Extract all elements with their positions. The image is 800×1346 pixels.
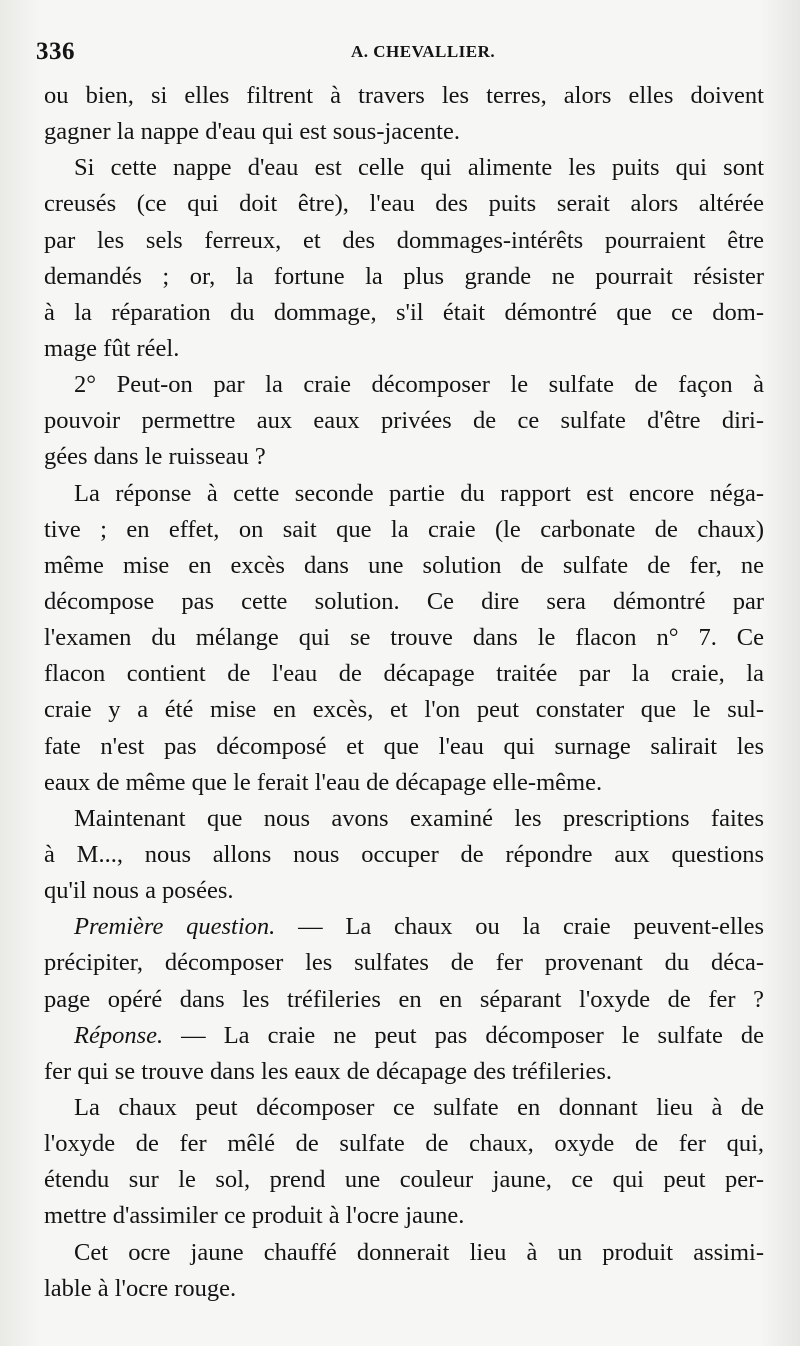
running-head: A. CHEVALLIER. [351, 42, 496, 61]
text-line: même mise en excès dans une solution de sulfate de fer, ne [44, 551, 764, 579]
text-line: demandés ; or, la fortune la plus grande ne pourrait résister [44, 262, 764, 290]
line-text: — La chaux ou la craie peuvent-elles [275, 913, 764, 941]
text-line: fate n'est pas décomposé et que l'eau qui surnage salirait les [44, 732, 764, 760]
text-line: étendu sur le sol, prend une couleur jaune, ce qui peut per- [44, 1166, 764, 1194]
text-line: flacon contient de l'eau de décapage traitée par la craie, la [44, 660, 764, 688]
text-line: page opéré dans les tréfileries en en séparant l'oxyde de fer ? [44, 985, 764, 1013]
text-line: Si cette nappe d'eau est celle qui alimente les puits qui sont [74, 154, 764, 182]
text-line: l'oxyde de fer mêlé de sulfate de chaux, oxyde de fer qui, [44, 1130, 764, 1158]
italic-lead: Réponse. [74, 1021, 164, 1049]
text-line: creusés (ce qui doit être), l'eau des puits serait alors altérée [44, 190, 764, 218]
text-line: ou bien, si elles filtrent à travers les terres, alors elles doivent [44, 82, 764, 109]
text-line: mage fût réel. [44, 334, 180, 362]
text-line: craie y a été mise en excès, et l'on peut constater que le sul- [44, 696, 764, 724]
text-line: gagner la nappe d'eau qui est sous-jacente. [44, 118, 460, 146]
text-line: à la réparation du dommage, s'il était démontré que ce dom- [44, 298, 764, 326]
text-line: l'examen du mélange qui se trouve dans le flacon n° 7. Ce [44, 624, 764, 652]
page-header [36, 38, 756, 68]
text-line: Maintenant que nous avons examiné les prescriptions faites [74, 804, 764, 832]
text-line: tive ; en effet, on sait que la craie (le carbonate de chaux) [44, 515, 764, 543]
italic-lead: Première question. [74, 913, 276, 941]
text-line: qu'il nous a posées. [44, 877, 234, 905]
text-line: à M..., nous allons nous occuper de répondre aux questions [44, 840, 764, 868]
text-line: pouvoir permettre aux eaux privées de ce sulfate d'être diri- [44, 407, 764, 435]
text-line: eaux de même que le ferait l'eau de décapage elle-même. [44, 768, 603, 796]
text-line: fer qui se trouve dans les eaux de décapage des tréfileries. [44, 1057, 613, 1085]
text-line: Cet ocre jaune chauffé donnerait lieu à un produit assimi- [74, 1238, 764, 1266]
text-line: 2° Peut-on par la craie décomposer le sulfate de façon à [74, 371, 764, 399]
page-number: 336 [36, 38, 75, 65]
line-text: — La craie ne peut pas décomposer le sulfate de [163, 1021, 764, 1049]
text-line: lable à l'ocre rouge. [44, 1274, 237, 1302]
text-line: La chaux peut décomposer ce sulfate en donnant lieu à de [74, 1093, 764, 1121]
body-text [44, 78, 764, 1307]
text-line: décompose pas cette solution. Ce dire sera démontré par [44, 587, 764, 615]
text-line: mettre d'assimiler ce produit à l'ocre jaune. [44, 1202, 465, 1230]
text-line: par les sels ferreux, et des dommages-intérêts pourraient être [44, 226, 764, 254]
text-line: La réponse à cette seconde partie du rapport est encore néga- [74, 479, 764, 507]
text-line [44, 1018, 764, 1054]
text-line: précipiter, décomposer les sulfates de fer provenant du déca- [44, 949, 764, 977]
text-line: gées dans le ruisseau ? [44, 443, 266, 471]
text-line [44, 909, 764, 945]
